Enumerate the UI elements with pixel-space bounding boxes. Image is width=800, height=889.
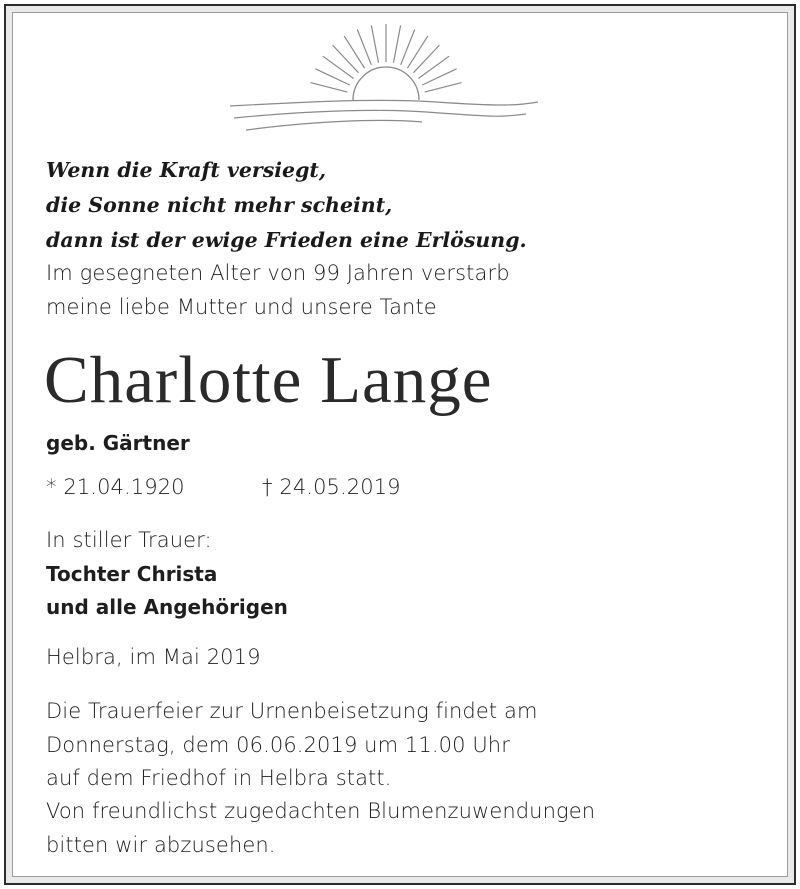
mourner-name-1: Tochter Christa <box>46 562 218 586</box>
sun-ray <box>371 25 378 62</box>
motto-line-3: dann ist der ewige Frieden eine Erlösung. <box>46 228 527 252</box>
birth-date: * 21.04.1920 <box>46 475 185 499</box>
sun-ray <box>394 25 401 62</box>
birth-name: geb. Gärtner <box>46 431 190 455</box>
setting-sun-icon <box>226 22 546 142</box>
motto-line-2: die Sonne nicht mehr scheint, <box>46 193 393 217</box>
death-date: † 24.05.2019 <box>262 475 401 499</box>
mourners-heading: In stiller Trauer: <box>46 528 212 552</box>
notice-line-3: auf dem Friedhof in Helbra statt. <box>46 766 392 790</box>
notice-line-5: bitten wir abzusehen. <box>46 833 276 857</box>
place-date: Helbra, im Mai 2019 <box>46 645 261 669</box>
sun-ray <box>311 83 348 93</box>
intro-line-2: meine liebe Mutter und unsere Tante <box>46 295 437 319</box>
sun-ray <box>422 69 456 85</box>
mourner-name-2: und alle Angehörigen <box>46 595 288 619</box>
notice-line-2: Donnerstag, dem 06.06.2019 um 11.00 Uhr <box>46 733 510 757</box>
sun-ray <box>315 69 349 85</box>
notice-line-1: Die Trauerfeier zur Urnenbeisetzung findet am <box>46 699 538 723</box>
sun-ray <box>413 45 439 73</box>
sun-ray <box>333 45 359 73</box>
deceased-name: Charlotte Lange <box>44 343 493 417</box>
intro-line-1: Im gesegneten Alter von 99 Jahren verstarb <box>46 261 510 285</box>
notice-line-4: Von freundlichst zugedachten Blumenzuwendungen <box>46 799 596 823</box>
sun-ray <box>425 83 462 93</box>
motto-line-1: Wenn die Kraft versiegt, <box>46 158 327 182</box>
